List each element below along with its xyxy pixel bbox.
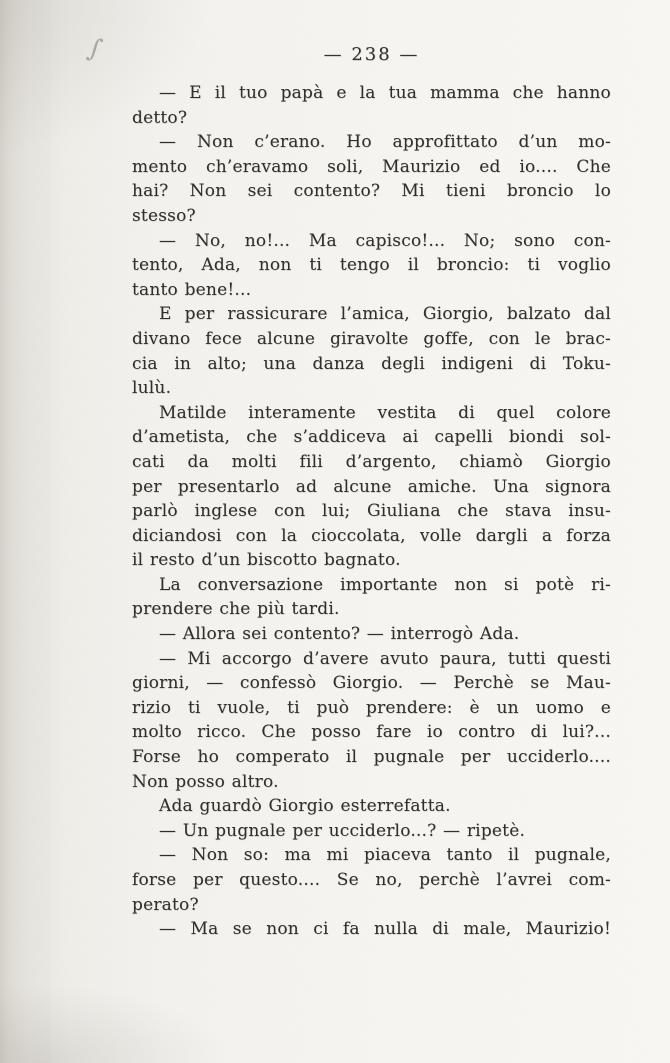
handwritten-mark: ∫: [84, 32, 105, 66]
text-line: E per rassicurare l’amica, Giorgio, balzato dal: [159, 304, 611, 325]
text-line: — Ma se non ci fa nulla di male, Maurizio!: [159, 919, 611, 940]
text-line: cati da molti fili d’argento, chiamò Giorgio: [132, 451, 611, 472]
paragraph: [132, 622, 611, 647]
paragraph: [132, 229, 611, 303]
paragraph: [132, 647, 611, 795]
paragraph: [132, 302, 611, 400]
text-line: molto ricco. Che posso fare io contro di lui?...: [132, 722, 611, 743]
text-line: mento ch’eravamo soli, Maurizio ed io.... Che: [132, 156, 611, 177]
text-line: — Un pugnale per ucciderlo...? — ripetè.: [159, 820, 526, 841]
text-line: — Allora sei contento? — interrogò Ada.: [159, 624, 520, 645]
text-line: Non posso altro.: [132, 771, 279, 792]
text-line: d’ametista, che s’addiceva ai capelli biondi sol-: [132, 427, 611, 448]
text-line: — Non so: ma mi piaceva tanto il pugnale,: [159, 845, 611, 866]
text-line: per presentarlo ad alcune amiche. Una signora: [132, 476, 611, 497]
text-line: diciandosi con la cioccolata, volle dargli a forza: [132, 525, 611, 546]
text-line: hai? Non sei contento? Mi tieni broncio lo: [132, 181, 611, 202]
text-line: Matilde interamente vestita di quel colore: [159, 402, 611, 423]
text-line: Forse ho comperato il pugnale per ucciderlo....: [132, 747, 611, 768]
text-line: giorni, — confessò Giorgio. — Perchè se Mau-: [132, 673, 611, 694]
paragraph: [132, 819, 611, 844]
text-line: La conversazione importante non si potè ri-: [159, 574, 611, 595]
text-line: cia in alto; una danza degli indigeni di Toku-: [132, 353, 611, 374]
text-line: — No, no!... Ma capisco!... No; sono con-: [159, 230, 611, 251]
text-line: prendere che più tardi.: [132, 599, 340, 620]
paragraph: [132, 130, 611, 228]
text-line: — E il tuo papà e la tua mamma che hanno: [159, 83, 611, 103]
paragraph: [132, 401, 611, 573]
text-line: divano fece alcune giravolte goffe, con le brac-: [132, 328, 611, 349]
paragraph: [132, 917, 611, 942]
text-line: il resto d’un biscotto bagnato.: [132, 550, 401, 571]
text-line: — Mi accorgo d’avere avuto paura, tutti questi: [159, 648, 611, 669]
text-line: stesso?: [132, 205, 196, 226]
text-line: lulù.: [132, 378, 172, 399]
paragraph: [132, 81, 611, 130]
text-line: tento, Ada, non ti tengo il broncio: ti voglio: [132, 255, 611, 276]
text-line: forse per questo.... Se no, perchè l’avrei com-: [132, 870, 611, 890]
paragraph: [132, 573, 611, 622]
text-line: — Non c’erano. Ho approfittato d’un mo-: [159, 132, 611, 153]
text-line: perato?: [132, 894, 199, 915]
page-number: — 238 —: [323, 44, 420, 65]
text-line: detto?: [132, 107, 188, 128]
text-body: [132, 81, 611, 942]
paragraph: [132, 794, 611, 819]
text-line: parlò inglese con lui; Giuliana che stava insu-: [132, 501, 611, 522]
text-line: Ada guardò Giorgio esterrefatta.: [159, 796, 451, 817]
paragraph: [132, 843, 611, 917]
text-line: rizio ti vuole, ti può prendere: è un uomo e: [132, 697, 611, 718]
text-line: tanto bene!...: [132, 279, 252, 300]
